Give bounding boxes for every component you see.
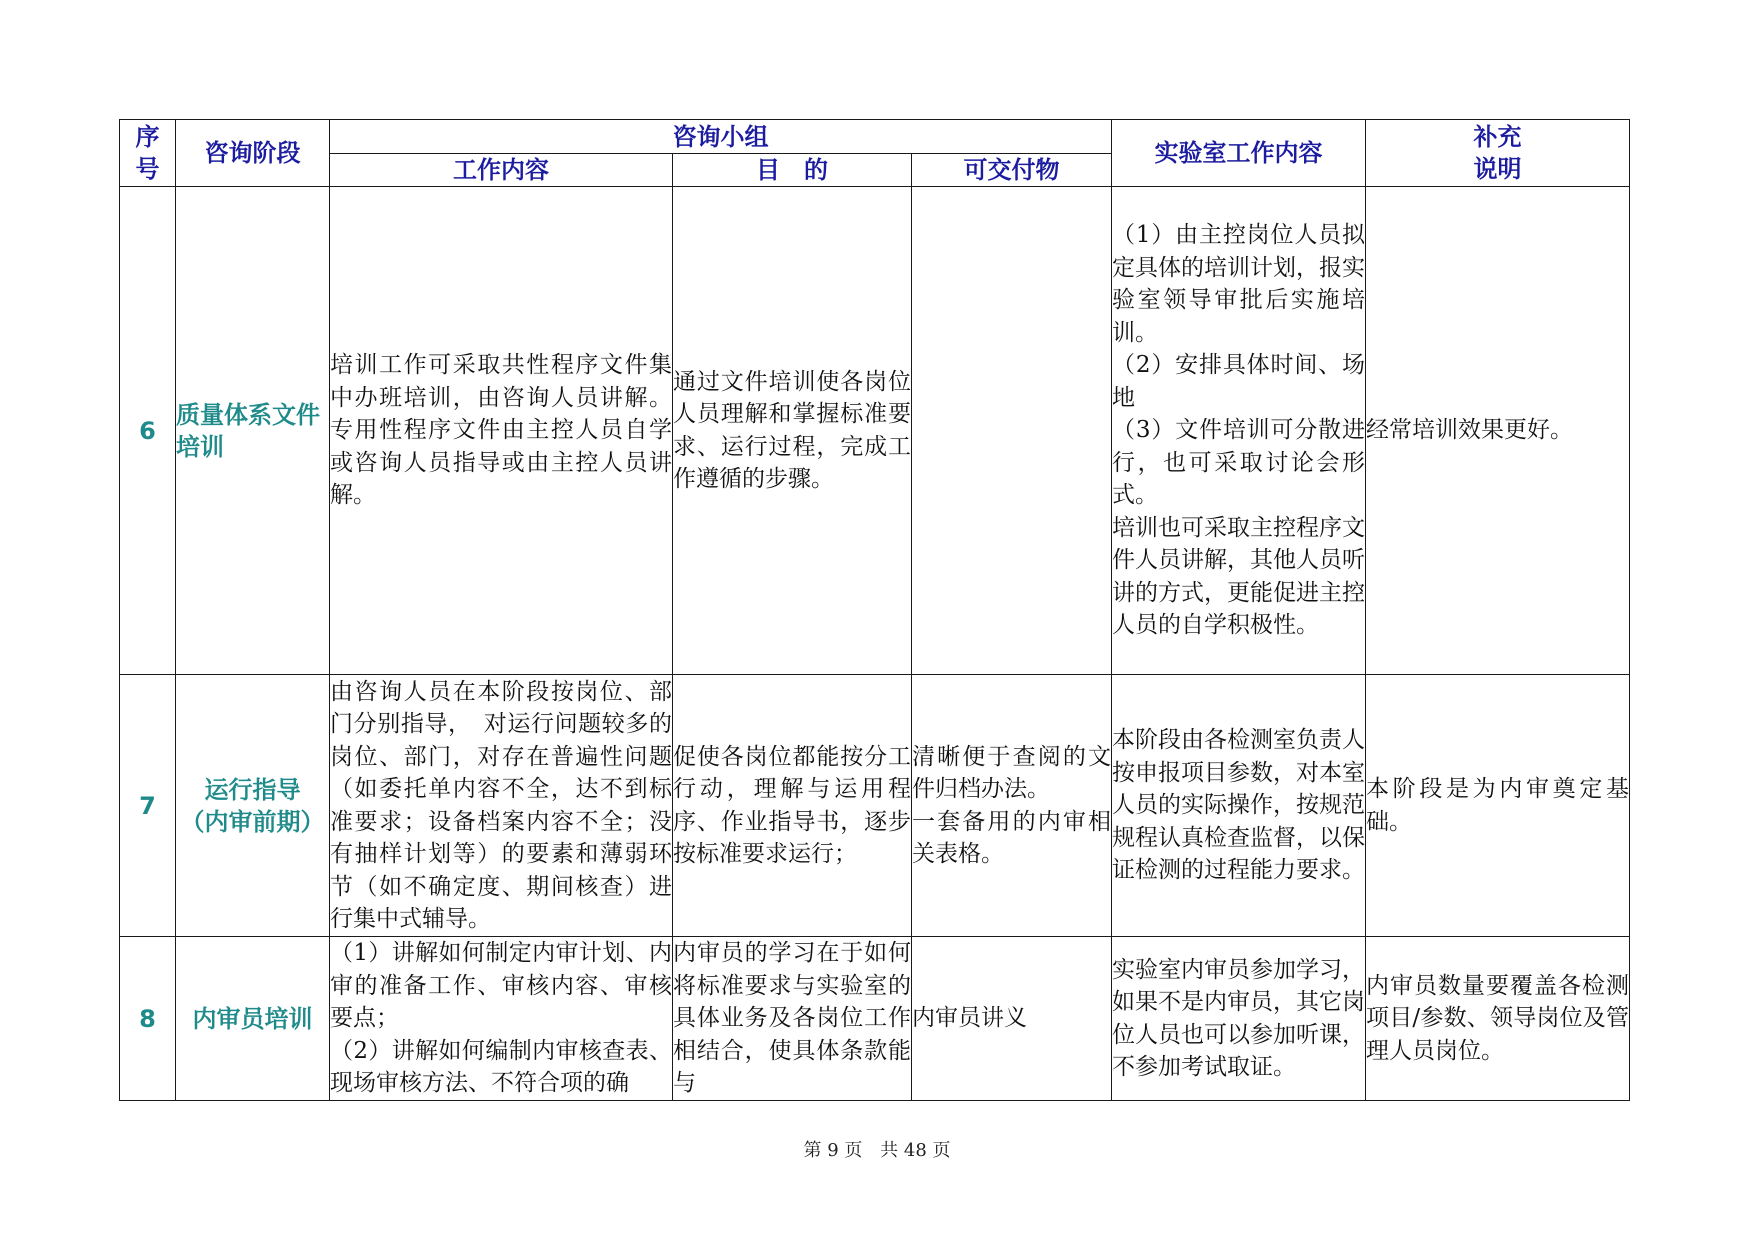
page-footer (0, 1136, 1754, 1162)
consulting-plan-table (119, 119, 1630, 1101)
header-work-content: 工作内容 (330, 154, 673, 187)
header-seq: 序 号 (120, 120, 176, 187)
row-work-content: （1）讲解如何制定内审计划、内审的准备工作、审核内容、审核要点； （2）讲解如何编制内审核查表、现场审核方法、不符合项的确 (330, 937, 673, 1101)
row-purpose: 通过文件培训使各岗位人员理解和掌握标准要求、运行过程，完成工作遵循的步骤。 (673, 187, 912, 675)
row-deliverable: 清晰便于查阅的文件归档办法。 一套备用的内审相关表格。 (912, 675, 1112, 937)
table-row (120, 937, 1630, 1101)
row-deliverable (912, 187, 1112, 675)
row-note: 内审员数量要覆盖各检测项目/参数、领导岗位及管理人员岗位。 (1366, 937, 1630, 1101)
row-stage: 内审员培训 (176, 937, 330, 1101)
row-stage: 运行指导 （内审前期） (176, 675, 330, 937)
row-deliverable: 内审员讲义 (912, 937, 1112, 1101)
table-row (120, 675, 1630, 937)
row-number: 6 (120, 187, 176, 675)
row-note: 经常培训效果更好。 (1366, 187, 1630, 675)
page-number: 第 9 页 (803, 1140, 863, 1161)
row-number: 8 (120, 937, 176, 1101)
row-lab-work: 本阶段由各检测室负责人按申报项目参数，对本室人员的实际操作，按规范规程认真检查监督，以保证检测的过程能力要求。 (1112, 675, 1366, 937)
row-stage: 质量体系文件培训 (176, 187, 330, 675)
header-consulting-group: 咨询小组 (330, 120, 1112, 154)
row-purpose: 内审员的学习在于如何将标准要求与实验室的具体业务及各岗位工作相结合，使具体条款能与 (673, 937, 912, 1101)
row-purpose: 促使各岗位都能按分工行动，理解与运用程序、作业指导书，逐步按标准要求运行； (673, 675, 912, 937)
row-work-content: 培训工作可采取共性程序文件集中办班培训，由咨询人员讲解。专用性程序文件由主控人员自学或咨询人员指导或由主控人员讲解。 (330, 187, 673, 675)
header-deliverable: 可交付物 (912, 154, 1112, 187)
header-stage: 咨询阶段 (176, 120, 330, 187)
header-lab-work: 实验室工作内容 (1112, 120, 1366, 187)
header-purpose: 目 的 (673, 154, 912, 187)
page-total: 共 48 页 (880, 1140, 951, 1161)
row-note: 本阶段是为内审奠定基础。 (1366, 675, 1630, 937)
row-work-content: 由咨询人员在本阶段按岗位、部门分别指导， 对运行问题较多的岗位、部门，对存在普遍性问题（如委托单内容不全，达不到标准要求；设备档案内容不全；没有抽样计划等）的要素和薄弱环节（如不确定度、期间核查）进行集中式辅导。 (330, 675, 673, 937)
row-lab-work: 实验室内审员参加学习，如果不是内审员，其它岗位人员也可以参加听课，不参加考试取证。 (1112, 937, 1366, 1101)
table-row (120, 187, 1630, 675)
row-lab-work: （1）由主控岗位人员拟定具体的培训计划，报实验室领导审批后实施培训。 （2）安排具体时间、场地 （3）文件培训可分散进行，也可采取讨论会形式。 培训也可采取主控程序文件人员讲解，其他人员听讲的方式，更能促进主控人员的自学积极性。 (1112, 187, 1366, 675)
header-note: 补充 说明 (1366, 120, 1630, 187)
row-number: 7 (120, 675, 176, 937)
